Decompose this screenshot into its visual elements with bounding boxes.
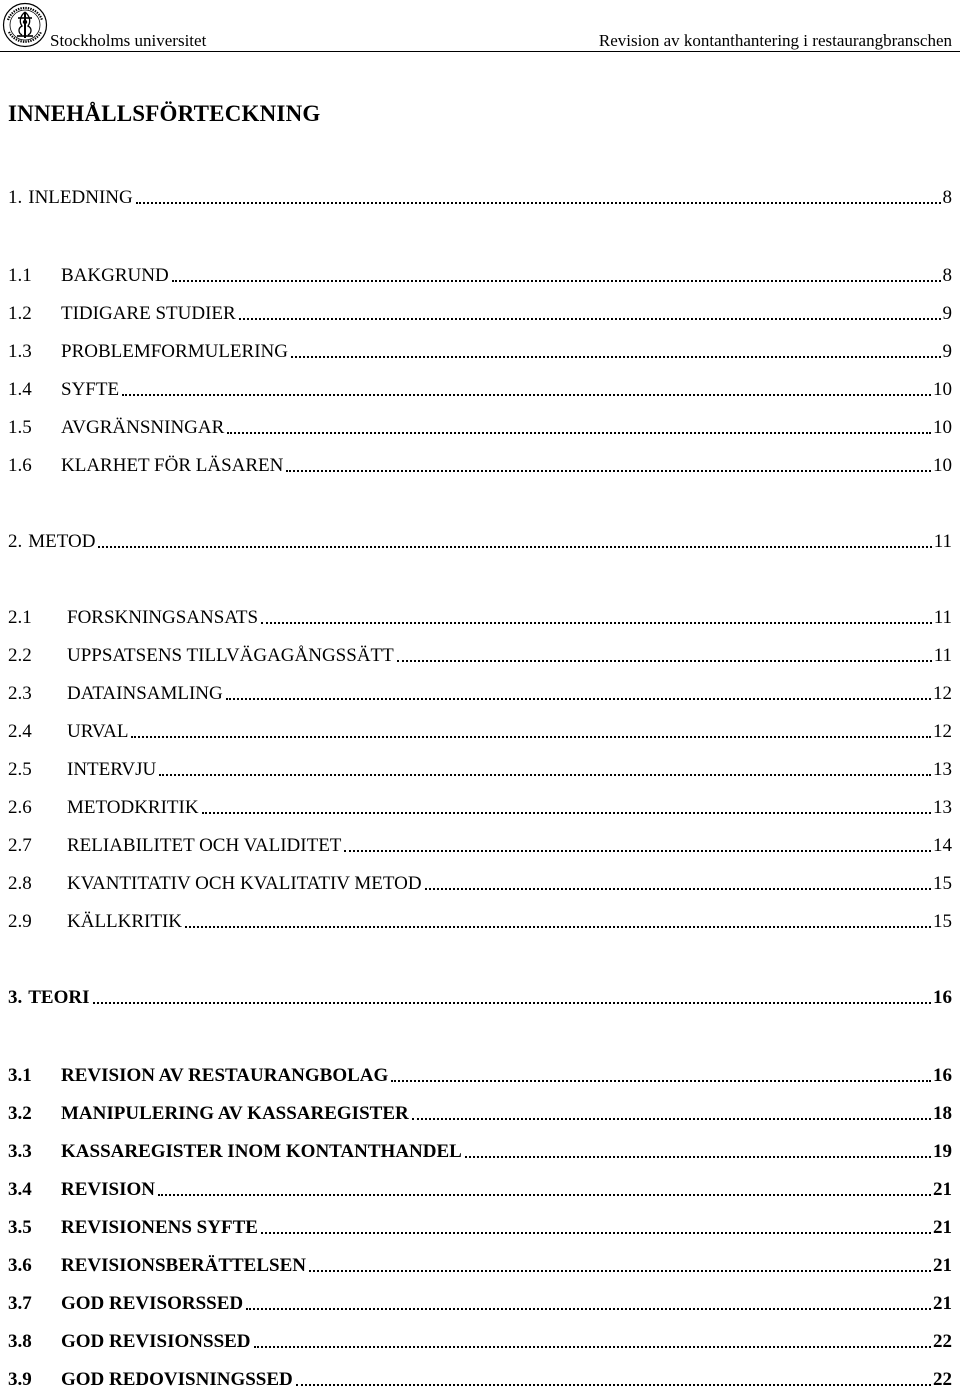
- toc-entry-number: 2.3: [8, 683, 32, 704]
- toc-section-entry[interactable]: [8, 794, 952, 820]
- toc-entry-label: MANIPULERING AV KASSAREGISTER: [61, 1103, 409, 1124]
- toc-section-entry[interactable]: [8, 1290, 952, 1316]
- toc-entry-number: 3.4: [8, 1179, 32, 1200]
- toc-entry-label: METODKRITIK: [67, 797, 199, 818]
- toc-section-entry[interactable]: [8, 870, 952, 896]
- toc-section-entry[interactable]: [8, 376, 952, 402]
- toc-entry-page: 22: [933, 1331, 952, 1352]
- toc-section-entry[interactable]: [8, 1328, 952, 1354]
- toc-entry-number: 2.7: [8, 835, 32, 856]
- toc-dot-leader: [202, 810, 931, 814]
- toc-entry-page: 10: [933, 379, 952, 400]
- toc-entry-page: 19: [933, 1141, 952, 1162]
- toc-chapter-entry[interactable]: [8, 528, 952, 554]
- toc-entry-label: INTERVJU: [67, 759, 157, 780]
- toc-entry-page: 14: [933, 835, 952, 856]
- toc-entry-number: 3.7: [8, 1293, 32, 1314]
- toc-entry-label: TEORI: [28, 987, 90, 1008]
- toc-entry-label: PROBLEMFORMULERING: [61, 341, 288, 362]
- toc-entry-page: 21: [933, 1293, 952, 1314]
- toc-entry-page: 13: [933, 797, 952, 818]
- toc-dot-leader: [254, 1344, 931, 1348]
- toc-section-entry[interactable]: [8, 1176, 952, 1202]
- toc-section-entry[interactable]: [8, 452, 952, 478]
- toc-section-entry[interactable]: [8, 1100, 952, 1126]
- toc-entry-label: DATAINSAMLING: [67, 683, 223, 704]
- toc-dot-leader: [185, 924, 931, 928]
- toc-entry-number: 2.9: [8, 911, 32, 932]
- toc-chapter-entry[interactable]: [8, 984, 952, 1010]
- toc-entry-number: 3.3: [8, 1141, 32, 1162]
- toc-entry-number: 1.5: [8, 417, 32, 438]
- toc-entry-label: KÄLLKRITIK: [67, 911, 183, 932]
- toc-entry-label: AVGRÄNSNINGAR: [61, 417, 225, 438]
- toc-entry-number: 2.1: [8, 607, 32, 628]
- toc-section-entry[interactable]: [8, 642, 952, 668]
- toc-dot-leader: [286, 468, 931, 472]
- toc-entry-number: 3.2: [8, 1103, 32, 1124]
- toc-dot-leader: [98, 544, 931, 548]
- toc-entry-number: 2.2: [8, 645, 32, 666]
- toc-dot-leader: [309, 1268, 931, 1272]
- toc-entry-label: GOD REVISORSSED: [61, 1293, 244, 1314]
- page-header: [0, 0, 960, 52]
- toc-entry-number: 2.4: [8, 721, 32, 742]
- toc-entry-number: 2.6: [8, 797, 32, 818]
- toc-entry-label: RELIABILITET OCH VALIDITET: [67, 835, 342, 856]
- toc-entry-page: 16: [933, 1065, 952, 1086]
- toc-entry-number: 3.5: [8, 1217, 32, 1238]
- toc-entry-number: 3.: [8, 987, 23, 1008]
- toc-entry-label: REVISIONSBERÄTTELSEN: [61, 1255, 306, 1276]
- toc-entry-page: 11: [933, 531, 952, 552]
- toc-entry-number: 2.5: [8, 759, 32, 780]
- toc-entry-label: INLEDNING: [28, 187, 133, 208]
- toc-dot-leader: [159, 772, 931, 776]
- toc-entry-label: UPPSATSENS TILLVÄGAGÅNGSSÄTT: [67, 645, 394, 666]
- toc-section-entry[interactable]: [8, 1062, 952, 1088]
- toc-dot-leader: [391, 1078, 931, 1082]
- toc-entry-number: 1.3: [8, 341, 32, 362]
- toc-entry-number: 1.6: [8, 455, 32, 476]
- toc-entry-label: SYFTE: [61, 379, 120, 400]
- toc-dot-leader: [136, 200, 941, 204]
- toc-entry-label: KASSAREGISTER INOM KONTANTHANDEL: [61, 1141, 462, 1162]
- university-name: Stockholms universitet: [50, 31, 207, 50]
- toc-entry-label: METOD: [28, 531, 96, 552]
- toc-dot-leader: [131, 734, 931, 738]
- toc-dot-leader: [158, 1192, 931, 1196]
- toc-entry-label: REVISION AV RESTAURANGBOLAG: [61, 1065, 389, 1086]
- toc-heading: INNEHÅLLSFÖRTECKNING: [8, 101, 321, 126]
- toc-dot-leader: [261, 1230, 931, 1234]
- toc-dot-leader: [291, 354, 941, 358]
- toc-section-entry[interactable]: [8, 1252, 952, 1278]
- toc-section-entry[interactable]: [8, 718, 952, 744]
- document-title: Revision av kontanthantering i restaurangbranschen: [598, 31, 952, 50]
- toc-section-entry[interactable]: [8, 908, 952, 934]
- toc-entry-number: 3.9: [8, 1369, 32, 1390]
- toc-entry-number: 2.: [8, 531, 23, 552]
- toc-entry-page: 18: [933, 1103, 952, 1124]
- toc-entry-page: 15: [933, 911, 952, 932]
- university-seal-icon: [2, 2, 48, 48]
- toc-section-entry[interactable]: [8, 1366, 952, 1391]
- toc-entry-number: 1.4: [8, 379, 32, 400]
- header-divider: [0, 51, 960, 52]
- toc-entry-page: 8: [942, 265, 952, 286]
- toc-entry-page: 11: [933, 645, 952, 666]
- toc-dot-leader: [296, 1382, 931, 1386]
- toc-entry-page: 11: [933, 607, 952, 628]
- toc-entry-label: KLARHET FÖR LÄSAREN: [61, 455, 284, 476]
- toc-entry-page: 15: [933, 873, 952, 894]
- toc-entry-page: 21: [933, 1179, 952, 1200]
- toc-entry-number: 1.1: [8, 265, 32, 286]
- toc-entry-number: 3.8: [8, 1331, 32, 1352]
- toc-section-entry[interactable]: [8, 338, 952, 364]
- toc-dot-leader: [239, 316, 941, 320]
- toc-entry-page: 12: [933, 683, 952, 704]
- toc-entry-page: 10: [933, 417, 952, 438]
- toc-dot-leader: [122, 392, 931, 396]
- toc-entry-label: GOD REDOVISNINGSSED: [61, 1369, 293, 1390]
- toc-entry-page: 16: [933, 987, 952, 1008]
- toc-dot-leader: [227, 430, 931, 434]
- toc-entry-label: URVAL: [67, 721, 129, 742]
- toc-dot-leader: [93, 1000, 932, 1004]
- toc-section-entry[interactable]: [8, 756, 952, 782]
- toc-entry-page: 13: [933, 759, 952, 780]
- toc-entry-page: 21: [933, 1255, 952, 1276]
- toc-dot-leader: [172, 278, 941, 282]
- toc-section-entry[interactable]: [8, 300, 952, 326]
- toc-entry-page: 21: [933, 1217, 952, 1238]
- toc-section-entry[interactable]: [8, 680, 952, 706]
- toc-dot-leader: [344, 848, 931, 852]
- toc-entry-page: 9: [942, 341, 952, 362]
- toc-dot-leader: [397, 658, 932, 662]
- toc-entry-number: 1.2: [8, 303, 32, 324]
- toc-entry-number: 1.: [8, 187, 23, 208]
- toc-section-entry[interactable]: [8, 1138, 952, 1164]
- toc-entry-label: TIDIGARE STUDIER: [61, 303, 236, 324]
- toc-entry-page: 8: [942, 187, 952, 208]
- toc-dot-leader: [261, 620, 932, 624]
- toc-section-entry[interactable]: [8, 604, 952, 630]
- toc-chapter-entry[interactable]: [8, 184, 952, 210]
- toc-dot-leader: [425, 886, 931, 890]
- toc-section-entry[interactable]: [8, 832, 952, 858]
- toc-section-entry[interactable]: [8, 1214, 952, 1240]
- toc-section-entry[interactable]: [8, 414, 952, 440]
- toc-entry-page: 12: [933, 721, 952, 742]
- toc-entry-label: BAKGRUND: [61, 265, 169, 286]
- toc-entry-number: 3.6: [8, 1255, 32, 1276]
- toc-entry-label: REVISION: [61, 1179, 155, 1200]
- toc-entry-page: 10: [933, 455, 952, 476]
- toc-entry-label: GOD REVISIONSSED: [61, 1331, 251, 1352]
- toc-entry-label: KVANTITATIV OCH KVALITATIV METOD: [67, 873, 422, 894]
- toc-dot-leader: [246, 1306, 931, 1310]
- toc-section-entry[interactable]: [8, 262, 952, 288]
- toc-entry-label: FORSKNINGSANSATS: [67, 607, 259, 628]
- toc-dot-leader: [465, 1154, 931, 1158]
- toc-dot-leader: [412, 1116, 931, 1120]
- toc-entry-label: REVISIONENS SYFTE: [61, 1217, 258, 1238]
- toc-entry-number: 3.1: [8, 1065, 32, 1086]
- toc-entry-number: 2.8: [8, 873, 32, 894]
- toc-entry-page: 9: [942, 303, 952, 324]
- toc-dot-leader: [226, 696, 931, 700]
- toc-entry-page: 22: [933, 1369, 952, 1390]
